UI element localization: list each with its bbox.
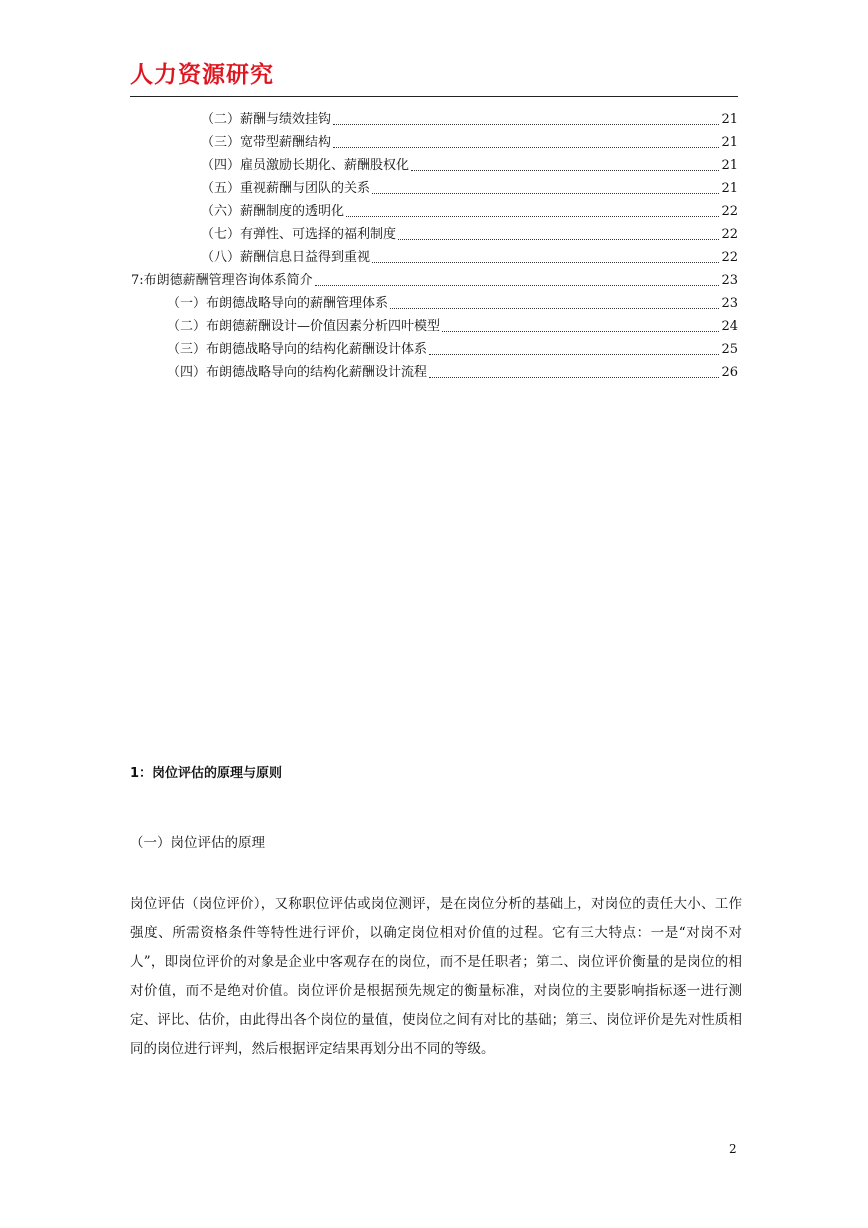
toc-entry[interactable] xyxy=(201,198,738,220)
toc-entry[interactable] xyxy=(201,175,738,197)
toc-entry[interactable] xyxy=(167,290,738,312)
toc-entry[interactable] xyxy=(167,313,738,335)
toc-entry-page: 23 xyxy=(721,273,738,288)
toc-leader-dots xyxy=(429,376,719,378)
toc-leader-dots xyxy=(372,192,719,194)
toc-entry[interactable] xyxy=(201,221,738,243)
toc-entry-label: 7:布朗德薪酬管理咨询体系简介 xyxy=(131,273,313,288)
toc-leader-dots xyxy=(315,284,720,286)
toc-entry[interactable] xyxy=(167,336,738,358)
toc-entry[interactable] xyxy=(167,359,738,381)
toc-entry[interactable] xyxy=(201,106,738,128)
toc-leader-dots xyxy=(411,169,719,171)
toc-entry-label: （二）布朗德薪酬设计—价值因素分析四叶模型 xyxy=(167,319,441,334)
toc-leader-dots xyxy=(346,215,719,217)
toc-entry-page: 22 xyxy=(721,204,738,219)
toc-entry-label: （一）布朗德战略导向的薪酬管理体系 xyxy=(167,296,389,311)
toc-leader-dots xyxy=(429,353,719,355)
toc-entry-page: 24 xyxy=(721,319,738,334)
toc-entry-page: 21 xyxy=(721,135,738,150)
toc-entry-label: （四）雇员激励长期化、薪酬股权化 xyxy=(201,158,410,173)
toc-entry[interactable] xyxy=(201,129,738,151)
section-heading: 1：岗位评估的原理与原则 xyxy=(130,766,283,781)
toc-entry-page: 21 xyxy=(721,112,738,127)
toc-entry-label: （八）薪酬信息日益得到重视 xyxy=(201,250,371,265)
toc-leader-dots xyxy=(333,123,719,125)
toc-leader-dots xyxy=(390,307,719,309)
toc-entry-label: （四）布朗德战略导向的结构化薪酬设计流程 xyxy=(167,365,428,380)
header-divider xyxy=(130,96,738,97)
toc-entry-label: （七）有弹性、可选择的福利制度 xyxy=(201,227,397,242)
toc-entry-page: 22 xyxy=(721,250,738,265)
sub-heading: （一）岗位评估的原理 xyxy=(130,835,265,851)
toc-entry[interactable] xyxy=(201,244,738,266)
toc-entry-page: 21 xyxy=(721,181,738,196)
page-header-title: 人力资源研究 xyxy=(130,62,274,88)
toc-entry-page: 23 xyxy=(721,296,738,311)
toc-leader-dots xyxy=(398,238,719,240)
toc-entry-label: （六）薪酬制度的透明化 xyxy=(201,204,345,219)
body-paragraph: 岗位评估（岗位评价），又称职位评估或岗位测评，是在岗位分析的基础上，对岗位的责任大小、工作强度、所需资格条件等特性进行评价，以确定岗位相对价值的过程。它有三大特点：一是“对岗不对人”，即岗位评价的对象是企业中客观存在的岗位，而不是任职者；第二、岗位评价衡量的是岗位的相对价值，而不是绝对价值。岗位评价是根据预先规定的衡量标准，对岗位的主要影响指标逐一进行测定、评比、估价，由此得出各个岗位的量值，使岗位之间有对比的基础；第三、岗位评价是先对性质相同的岗位进行评判，然后根据评定结果再划分出不同的等级。 xyxy=(130,896,742,1057)
toc-entry[interactable] xyxy=(201,152,738,174)
toc-entry-label: （五）重视薪酬与团队的关系 xyxy=(201,181,371,196)
toc-entry-label: （三）宽带型薪酬结构 xyxy=(201,135,332,150)
toc-entry-page: 22 xyxy=(721,227,738,242)
toc-entry-label: （二）薪酬与绩效挂钩 xyxy=(201,112,332,127)
toc-entry-label: （三）布朗德战略导向的结构化薪酬设计体系 xyxy=(167,342,428,357)
toc-entry-page: 25 xyxy=(721,342,738,357)
toc-leader-dots xyxy=(442,330,719,332)
toc-entry[interactable] xyxy=(131,267,738,289)
toc-entry-page: 21 xyxy=(721,158,738,173)
page-number: 2 xyxy=(729,1142,737,1156)
toc-leader-dots xyxy=(372,261,719,263)
toc-entry-page: 26 xyxy=(721,365,738,380)
toc-leader-dots xyxy=(333,146,719,148)
